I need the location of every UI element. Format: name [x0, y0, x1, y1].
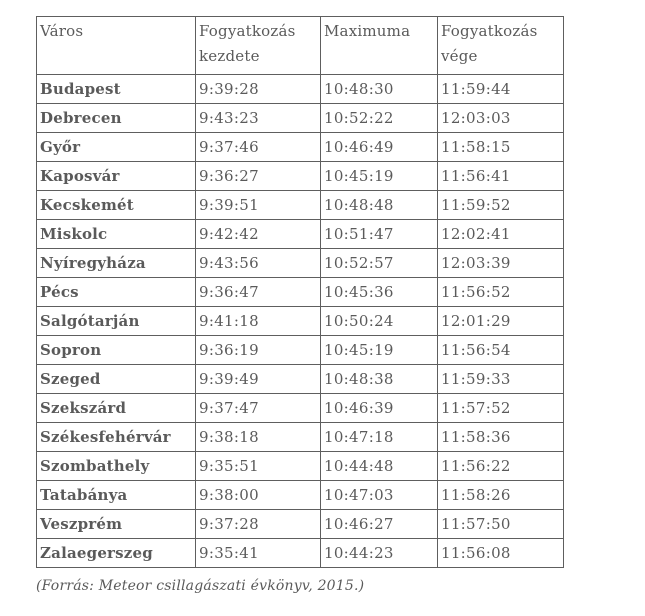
maximum-time-cell: 10:47:03 [321, 481, 438, 510]
start-time-cell: 9:36:19 [196, 336, 321, 365]
end-time-cell: 11:56:41 [438, 162, 564, 191]
table-row [37, 278, 564, 307]
table-row [37, 133, 564, 162]
maximum-time-cell: 10:50:24 [321, 307, 438, 336]
end-time-cell: 11:58:15 [438, 133, 564, 162]
maximum-time-cell: 10:46:49 [321, 133, 438, 162]
end-time-cell: 11:59:44 [438, 75, 564, 104]
city-cell: Szekszárd [37, 394, 196, 423]
maximum-time-cell: 10:51:47 [321, 220, 438, 249]
table-row [37, 365, 564, 394]
maximum-time-cell: 10:48:30 [321, 75, 438, 104]
end-time-cell: 11:58:36 [438, 423, 564, 452]
end-time-cell: 12:01:29 [438, 307, 564, 336]
start-time-cell: 9:42:42 [196, 220, 321, 249]
end-time-cell: 11:56:22 [438, 452, 564, 481]
city-cell: Miskolc [37, 220, 196, 249]
start-time-cell: 9:39:51 [196, 191, 321, 220]
city-cell: Veszprém [37, 510, 196, 539]
maximum-time-cell: 10:52:22 [321, 104, 438, 133]
end-time-cell: 11:59:52 [438, 191, 564, 220]
city-cell: Salgótarján [37, 307, 196, 336]
table-header [37, 17, 564, 75]
table-row [37, 220, 564, 249]
city-cell: Tatabánya [37, 481, 196, 510]
start-time-cell: 9:35:51 [196, 452, 321, 481]
start-time-cell: 9:38:00 [196, 481, 321, 510]
table-row [37, 510, 564, 539]
city-cell: Nyíregyháza [37, 249, 196, 278]
end-time-cell: 12:03:39 [438, 249, 564, 278]
eclipse-times-table-wrapper [36, 16, 564, 568]
start-time-cell: 9:37:28 [196, 510, 321, 539]
start-time-cell: 9:37:46 [196, 133, 321, 162]
header-start: Fogyatkozás kezdete [196, 17, 321, 75]
header-maximum: Maximuma [321, 17, 438, 75]
city-cell: Kecskemét [37, 191, 196, 220]
city-cell: Budapest [37, 75, 196, 104]
header-end: Fogyatkozás vége [438, 17, 564, 75]
maximum-time-cell: 10:47:18 [321, 423, 438, 452]
table-row [37, 481, 564, 510]
maximum-time-cell: 10:45:19 [321, 162, 438, 191]
table-row [37, 307, 564, 336]
end-time-cell: 11:56:52 [438, 278, 564, 307]
end-time-cell: 11:56:54 [438, 336, 564, 365]
end-time-cell: 11:59:33 [438, 365, 564, 394]
source-note: (Forrás: Meteor csillagászati évkönyv, 2015.) [36, 578, 365, 594]
table-row [37, 336, 564, 365]
city-cell: Székesfehérvár [37, 423, 196, 452]
maximum-time-cell: 10:48:38 [321, 365, 438, 394]
city-cell: Debrecen [37, 104, 196, 133]
table-row [37, 423, 564, 452]
table-row [37, 394, 564, 423]
start-time-cell: 9:37:47 [196, 394, 321, 423]
start-time-cell: 9:39:28 [196, 75, 321, 104]
start-time-cell: 9:39:49 [196, 365, 321, 394]
end-time-cell: 12:02:41 [438, 220, 564, 249]
eclipse-times-table [36, 16, 564, 568]
table-row [37, 191, 564, 220]
table-row [37, 452, 564, 481]
header-row [37, 17, 564, 75]
table-row [37, 162, 564, 191]
end-time-cell: 11:57:52 [438, 394, 564, 423]
maximum-time-cell: 10:44:48 [321, 452, 438, 481]
city-cell: Sopron [37, 336, 196, 365]
maximum-time-cell: 10:45:19 [321, 336, 438, 365]
end-time-cell: 12:03:03 [438, 104, 564, 133]
start-time-cell: 9:41:18 [196, 307, 321, 336]
start-time-cell: 9:38:18 [196, 423, 321, 452]
end-time-cell: 11:56:08 [438, 539, 564, 568]
table-row [37, 539, 564, 568]
table-body [37, 75, 564, 568]
city-cell: Győr [37, 133, 196, 162]
maximum-time-cell: 10:45:36 [321, 278, 438, 307]
start-time-cell: 9:43:23 [196, 104, 321, 133]
city-cell: Kaposvár [37, 162, 196, 191]
maximum-time-cell: 10:46:27 [321, 510, 438, 539]
table-row [37, 104, 564, 133]
city-cell: Pécs [37, 278, 196, 307]
maximum-time-cell: 10:44:23 [321, 539, 438, 568]
start-time-cell: 9:43:56 [196, 249, 321, 278]
header-city: Város [37, 17, 196, 75]
city-cell: Zalaegerszeg [37, 539, 196, 568]
table-row [37, 75, 564, 104]
start-time-cell: 9:35:41 [196, 539, 321, 568]
maximum-time-cell: 10:46:39 [321, 394, 438, 423]
end-time-cell: 11:57:50 [438, 510, 564, 539]
start-time-cell: 9:36:47 [196, 278, 321, 307]
maximum-time-cell: 10:52:57 [321, 249, 438, 278]
start-time-cell: 9:36:27 [196, 162, 321, 191]
city-cell: Szombathely [37, 452, 196, 481]
end-time-cell: 11:58:26 [438, 481, 564, 510]
table-row [37, 249, 564, 278]
maximum-time-cell: 10:48:48 [321, 191, 438, 220]
city-cell: Szeged [37, 365, 196, 394]
